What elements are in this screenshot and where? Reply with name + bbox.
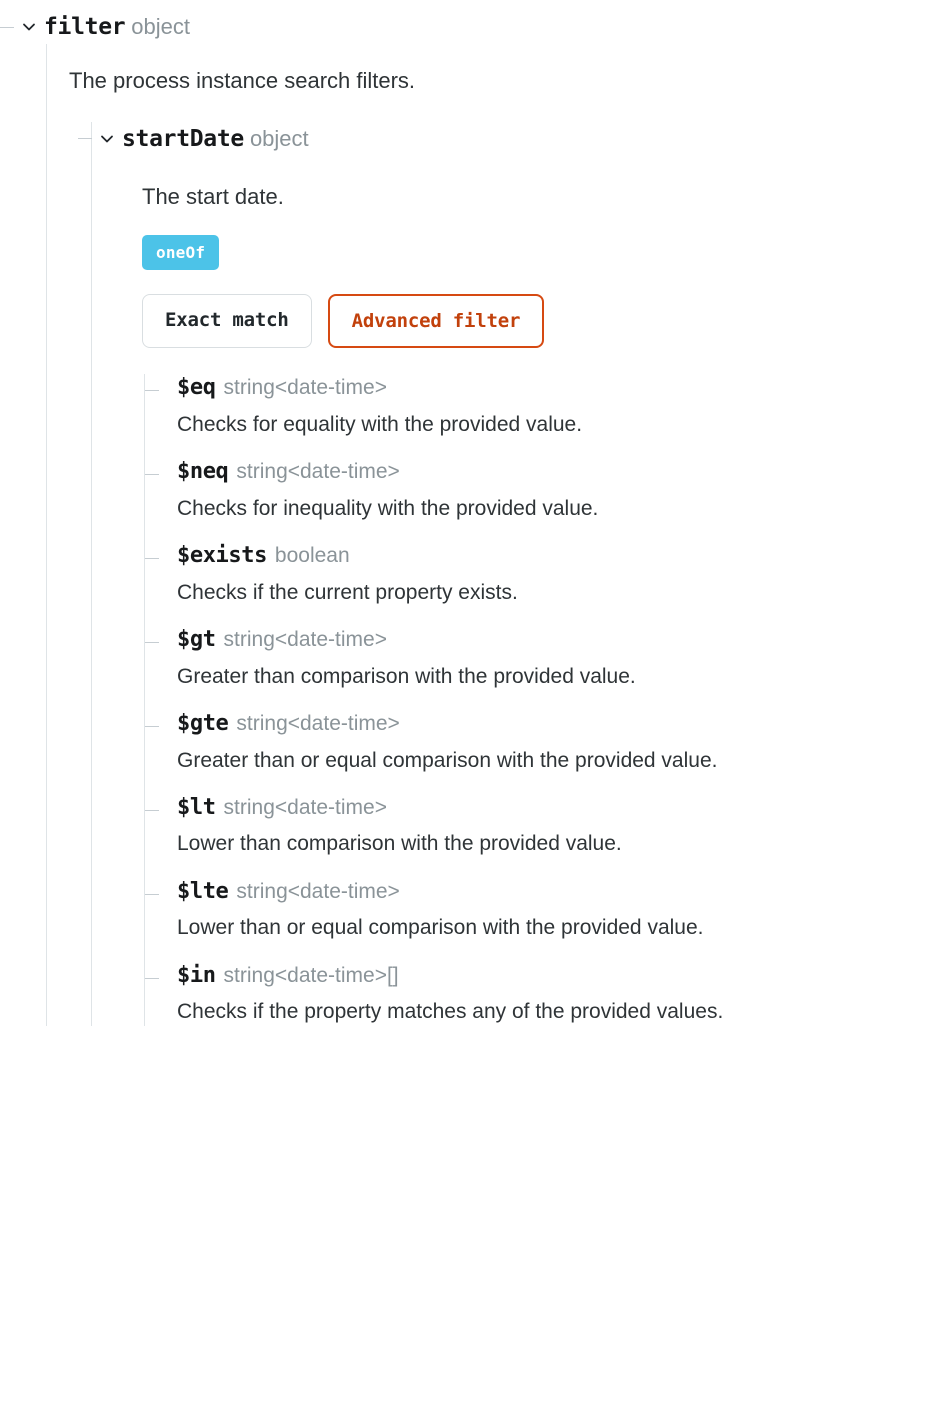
operator-header xyxy=(177,458,942,487)
operator-item xyxy=(145,458,942,522)
tree-dash xyxy=(78,138,92,139)
operator-name: $lte xyxy=(177,878,229,904)
operator-header xyxy=(177,542,942,571)
operator-item xyxy=(145,710,942,774)
operator-description: Lower than comparison with the provided value. xyxy=(177,832,622,856)
filter-property-name: filter xyxy=(44,14,126,40)
tree-dash xyxy=(145,894,159,895)
tree-dash xyxy=(145,390,159,391)
operator-description: Lower than or equal comparison with the provided value. xyxy=(177,916,704,940)
operator-type: string<date-time> xyxy=(236,460,400,484)
filter-header[interactable] xyxy=(22,10,942,44)
operator-name: $lt xyxy=(177,794,216,820)
operator-type: string<date-time>[] xyxy=(223,963,399,987)
operator-header xyxy=(177,710,942,739)
startdate-description: The start date. xyxy=(142,183,284,209)
startdate-body xyxy=(118,156,942,1026)
startdate-header[interactable] xyxy=(78,122,942,156)
operator-item xyxy=(145,626,942,690)
operator-description: Checks if the property matches any of the provided values. xyxy=(177,1000,724,1024)
startdate-property-name: startDate xyxy=(122,125,244,152)
operator-type: string<date-time> xyxy=(236,711,400,735)
operator-item xyxy=(145,794,942,858)
tree-dash xyxy=(145,474,159,475)
operator-header xyxy=(177,374,942,403)
filter-body xyxy=(46,44,942,1026)
operator-name: $gte xyxy=(177,710,229,736)
operator-header xyxy=(177,626,942,655)
tree-dash xyxy=(145,726,159,727)
operator-list xyxy=(144,374,942,1025)
tree-dash xyxy=(145,978,159,979)
operator-item xyxy=(145,374,942,438)
tree-dash xyxy=(145,642,159,643)
operator-header xyxy=(177,962,942,991)
operator-description: Checks if the current property exists. xyxy=(177,580,518,604)
tree-dash xyxy=(0,27,14,28)
operator-description: Greater than or equal comparison with the provided value. xyxy=(177,748,718,772)
operator-description: Greater than comparison with the provided value. xyxy=(177,664,636,688)
operator-name: $exists xyxy=(177,543,267,569)
tree-dash xyxy=(145,558,159,559)
operator-item xyxy=(145,878,942,942)
startdate-property-type: object xyxy=(249,125,309,151)
filter-property-type: object xyxy=(131,14,191,39)
operator-type: string<date-time> xyxy=(223,628,387,652)
tree-dash xyxy=(145,810,159,811)
chevron-down-icon[interactable] xyxy=(20,18,38,36)
operator-name: $in xyxy=(177,962,216,988)
operator-type: string<date-time> xyxy=(236,879,400,903)
chevron-down-icon[interactable] xyxy=(98,130,116,148)
operator-header xyxy=(177,878,942,907)
operator-type: string<date-time> xyxy=(223,795,387,819)
operator-name: $neq xyxy=(177,459,229,485)
filter-mode-tabs xyxy=(142,294,942,348)
tab-advanced-filter[interactable]: Advanced filter xyxy=(328,294,545,348)
schema-node-startdate xyxy=(91,122,942,1026)
oneof-badge: oneOf xyxy=(142,235,219,270)
operator-name: $gt xyxy=(177,627,216,653)
operator-name: $eq xyxy=(177,375,216,401)
operator-type: string<date-time> xyxy=(223,376,387,400)
operator-item xyxy=(145,962,942,1026)
tab-exact-match[interactable]: Exact match xyxy=(142,294,312,348)
filter-description: The process instance search filters. xyxy=(69,68,416,93)
operator-description: Checks for inequality with the provided value. xyxy=(177,496,599,520)
operator-description: Checks for equality with the provided value. xyxy=(177,412,583,436)
operator-header xyxy=(177,794,942,823)
operator-item xyxy=(145,542,942,606)
operator-type: boolean xyxy=(274,544,350,568)
